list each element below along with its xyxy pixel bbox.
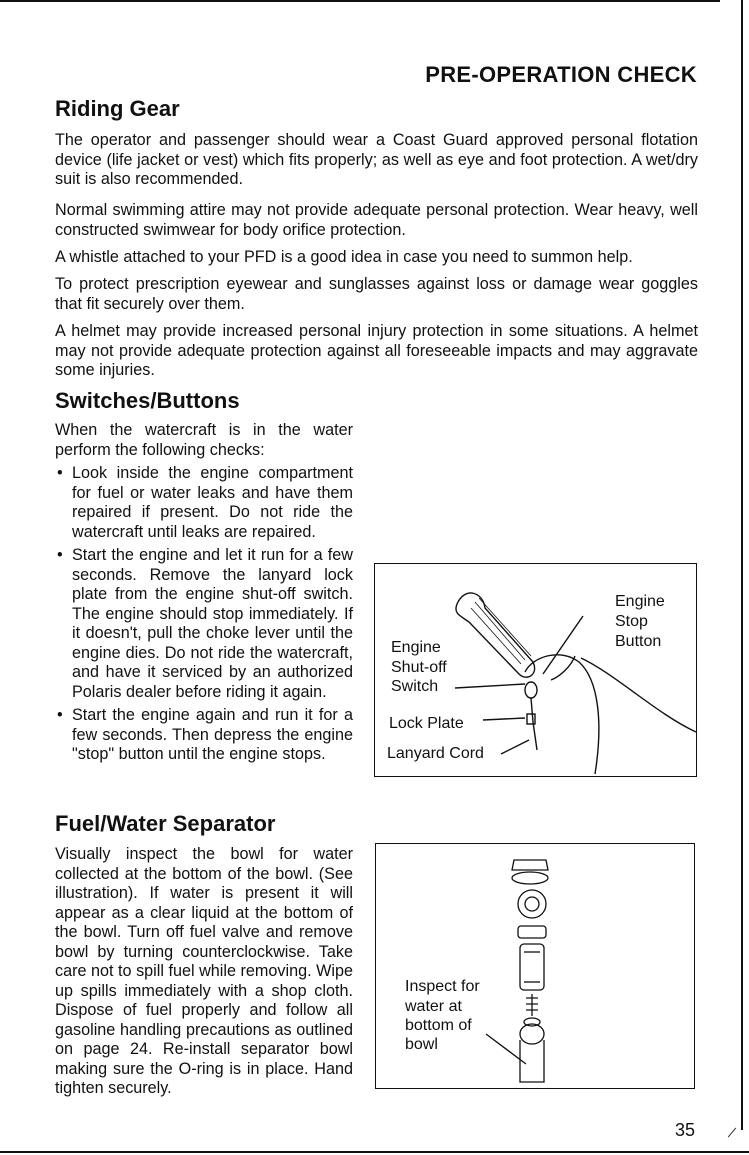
right-rule: [741, 0, 743, 1130]
page-number: 35: [675, 1120, 696, 1140]
engine-stop-button-text: Engine Stop Button: [615, 593, 665, 650]
section-title: PRE-OPERATION CHECK: [425, 62, 697, 87]
lock-plate: [527, 714, 535, 724]
seal: [518, 926, 546, 938]
engine-label: Engine: [391, 639, 441, 656]
separator-head: [518, 890, 546, 918]
engine-switch-figure: [374, 563, 697, 777]
grip-texture: [471, 598, 531, 664]
bottom-rule: [0, 1151, 749, 1153]
riding-gear-paragraph-3: A whistle attached to your PFD is a good idea in case you need to summon help.: [55, 248, 633, 266]
switch-body: [551, 656, 575, 680]
separator-bowl: [520, 1040, 544, 1082]
switches-column: [55, 421, 353, 769]
fuel-water-heading: Fuel/Water Separator: [55, 811, 276, 836]
riding-gear-paragraph-2: Normal swimming attire may not provide adequate personal protection. Wear heavy, well constructed swimwear for body orifice protection.: [55, 201, 698, 239]
switch-leader: [455, 684, 525, 688]
switches-intro: When the watercraft is in the water perform the following checks:: [55, 421, 353, 459]
lock-plate-leader: [483, 718, 525, 720]
top-rule: [0, 0, 720, 2]
separator-head-center: [525, 897, 539, 911]
fuel-water-paragraph: Visually inspect the bowl for water collected at the bottom of the bowl. (See illustration). If water is present it will appear as a clear liquid at the bottom of the bowl. Turn off fuel valve and remove bowl by turning counterclockwise. Take care not to spill fuel while removing. Wipe up spills immediately with a shop cloth. Dispose of fuel properly and follow all gasoline handling precautions as outlined on page 24. Re-install separator bowl making sure the O-ring is in place. Hand tighten securely.: [55, 845, 353, 1097]
lanyard-cord-label: Lanyard Cord: [387, 745, 484, 762]
riding-gear-paragraph-1: The operator and passenger should wear a Coast Guard approved personal flotation device (life jacket or vest) which fits properly; as well as eye and foot protection. A wet/dry suit is also recommended.: [55, 131, 698, 188]
inspect-label-line-3: bottom of: [405, 1017, 472, 1034]
riding-gear-heading: Riding Gear: [55, 96, 180, 121]
spring: [526, 994, 538, 1016]
riding-gear-paragraph-4: To protect prescription eyewear and sunglasses against loss or damage wear goggles that fit securely over them.: [55, 275, 698, 313]
switch-label: Switch: [391, 678, 439, 695]
engine-shutoff-switch: [525, 682, 537, 698]
lanyard-leader: [501, 740, 529, 754]
engine-stop-button-label: [615, 592, 696, 652]
lock-plate-label: Lock Plate: [389, 715, 464, 732]
separator-figure: [375, 843, 695, 1089]
corner-mark: [728, 1128, 736, 1138]
stop-button-leader: [543, 616, 583, 674]
separator-cap: [512, 860, 548, 870]
list-item: • Start the engine and let it run for a few seconds. Remove the lanyard lock plate from the engine shut-off switch. The engine should stop immediately. If it doesn't, pull the choke lever until the engine dies. Do not ride the watercraft, and have it serviced by an authorized Polaris dealer before riding it again.: [55, 546, 353, 702]
inspect-label-line-2: water at: [405, 998, 462, 1015]
inspect-label-line-1: Inspect for: [405, 978, 480, 995]
list-item: • Start the engine again and run it for a few seconds. Then depress the engine "stop" button until the engine stops.: [55, 706, 353, 765]
cap-ring: [512, 872, 548, 884]
shutoff-label: Shut-off: [391, 659, 447, 676]
riding-gear-paragraph-5: A helmet may provide increased personal injury protection in some situations. A helmet may not provide adequate protection against all foreseeable impacts and may aggravate some injuries.: [55, 322, 698, 379]
bowl-top: [520, 1024, 544, 1044]
switches-heading: Switches/Buttons: [55, 388, 240, 413]
list-item: • Look inside the engine compartment for fuel or water leaks and have them repaired if present. Do not ride the watercraft until leaks are repaired.: [55, 464, 353, 542]
filter-element: [520, 944, 544, 990]
inspect-label-line-4: bowl: [405, 1036, 438, 1053]
switches-checklist: [55, 464, 353, 765]
